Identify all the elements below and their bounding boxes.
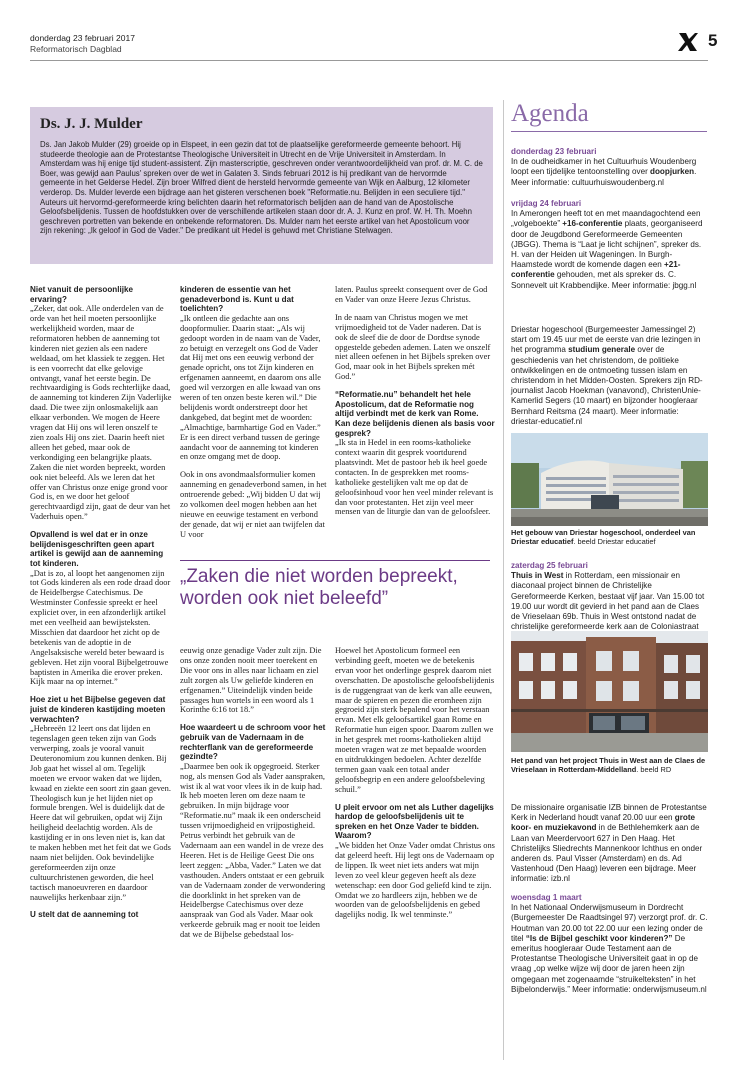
agenda-item [511,893,708,995]
interview-answer: „Ik sta in Hedel in een rooms-katholieke context waarin dit gesprek voortdurend plaatsvindt. Met de pastoor heb ik heel goede contacten. In de gesprekken met rooms-katholieke gestelijken valt me op dat de geloofsinhoud voor hen veel minder relevant is dan voor protestanten. Het zijn veel meer mensen van de liturgie dan van de geloofsleer. [335,438,494,517]
agenda-text-part: in Rotterdam, een missionair en diaconaal project binnen de Christelijke Gereformeerde Kerken, bestaat vijf jaar. Van 15.00 tot 19.00 uur wordt dit gevierd in het pand aan de Claes de Vrieselaan 69b. Thuis in West ontstond nadat de christelijke gereformeerde kerk aan de Coloniastraat [511,571,705,632]
agenda-divider [503,100,504,1060]
agenda-date: zaterdag 25 februari [511,561,588,570]
agenda-date: woensdag 1 maart [511,893,582,902]
agenda-highlight: doopjurken [650,167,695,177]
interview-answer: „We bidden het Onze Vader omdat Christus ons dat geleerd heeft. Hij legt ons de Vadernaam op de lippen. Ik weet niet iets anders wat mijn leven zo veel kleur gegeven heeft als deze wetenschap: een door God geliefd kind te zijn. Omdat we zo hardleers zijn, hebben we de woorden van de geloofsbelijdenis en gebed dagelijks nodig. Ik wel tenminste.” [335,840,495,920]
agenda-text-part: De emeritus hoogleraar Oude Testament aan de Protestantse Theologische Universiteit gaat in op de vraag „op welke wijze wij door de jaren heen zijn omgegaan met zogenaamde “struikelteksten” in het Bijbelonderwijs.” Meer informatie: onderwijsmuseum.nl [511,933,707,994]
driestar-building-photo [511,433,708,526]
bio-text: Ds. Jan Jakob Mulder (29) groeide op in Elspeet, in een gezin dat tot de plaatselijke gereformeerde gemeente behoort. Hij studeerde theologie aan de Protestantse Theologische Universiteit in Utrecht en de Vrije Universiteit in Amsterdam. In Amsterdam was hij enige tijd student-assistent. Zijn masterscriptie, geschreven onder verantwoordelijkheid van prof. dr. M. C. de Boer, was gewijd aan Paulus' spreken over de wet in Galaten 3. Sinds februari 2012 is hij predikant van de hervormde gemeente in het Gelderse Hedel. Zijn broer Wilfred dient de hersteld hervormde gemeente van Wijk en Aalburg, 12 kilometer verderop. Ds. Mulder leverde een bijdrage aan het gisteren verschenen boek "Reformatie.nu. Belijden in een seculiere tijd." Auteurs uit hervormd-gereformeerde kring belichten daarin het reformatorisch belijden aan de hand van de Apostolische Geloofsbelijdenis. Tussen de hoofdstukken over de verschillende artikelen staan door dr. A. J. Kunz en prof. W. H. Th. Moehn geschreven portretten van bekende en onbekende reformatoren. Ds. Mulder nam het eerste artikel van het Apostolicum voor zijn rekening: „Ik geloof in God de Vader." De predikant uit Hedel is gehuwd met Christiane Stelwagen. [40,140,483,236]
agenda-item [511,325,708,427]
agenda-text [511,325,708,427]
interview-answer: „Daarmee ben ook ik opgegroeid. Sterker nog, als mensen God als Vader aanspraken, wist ik al wat voor vlees ik in de kuip had. Ik heb moeten leren om deze naam te gebruiken. In mijn bijdrage voor “Reformatie.nu” maak ik een onderscheid tussen vrijmoedigheid en vrijpostigheid. Petrus verbindt het gebruik van de Vadernaam aan een wandel in de vreze des Heeren. Het is de Heilige Geest Die ons leert zeggen: „Abba, Vader.” Laten we dat vasthouden. Anders ontstaat er een gebruik van de Vadernaam zonder de verwondering die doorklinkt in het spreken van de Heidelbergse Catechismus over deze aanspraak van God als Vader. Maar ook verkeerde gebruik mag er nooit toe leiden dat we de Bijbelse gebedstaal los- [180,761,326,940]
interview-answer: eeuwig onze genadige Vader zult zijn. Die ons onze zonden nooit meer toerekent en Die voor ons in alles naar lichaam en ziel zult zorgen als Uw geliefde kinderen en erfgenamen.” Uiteindelijk vinden beide passages hun wortels in een woord als 1 Korinthe 6:16 tot 18.” [180,646,322,715]
interview-answer: „Ik ontleen die gedachte aan ons doopformulier. Daarin staat: „Als wij gedoopt worden in de naam van de Vader, zo betuigt en verzegelt ons God de Vader dat Hij met ons een eeuwig verbond der genade opricht, ons tot Zijn kinderen en erfgenamen aanneemt, en daarom ons alle goed wil verzorgen en alle kwaad van ons weren of ten onzen beste keren wil.” Die belijdenis wordt onderstreept door het dankgebed, dat begint met de woorden: „Almachtige, barmhartige God en Vader.” Er is een direct verband tussen de geringe aandacht voor de aanneming tot kinderen en onze omgang met de doop. [180,313,321,462]
agenda-text [511,209,708,291]
pull-quote-divider [180,560,490,561]
header-date: donderdag 23 februari 2017 [30,33,135,43]
header-paper-name: Reformatorisch Dagblad [30,44,122,54]
header-divider [30,60,708,61]
agenda-text-part: In het Nationaal Onderwijsmuseum in Dordrecht (Burgemeester De Raadtsingel 97) verzorgt prof. dr. C. Houtman van 20.00 tot 22.00 uur een lezing onder de titel [511,903,708,943]
agenda-date: donderdag 23 februari [511,147,597,156]
agenda-highlight: +21-conferentie [511,260,681,280]
interview-question: Hoe ziet u het Bijbelse gegeven dat juist de kinderen kastijding moeten verwachten? [30,695,166,724]
bio-box [30,107,493,264]
agenda-text [511,157,708,188]
interview-question: U pleit ervoor om net als Luther dagelijks hardop de geloofsbelijdenis uit te spreken en het Onze Vader te bidden. Waarom? [335,802,494,841]
page-number: 5 [708,31,718,50]
agenda-item [511,147,708,188]
thuis-photo-caption [511,756,708,774]
agenda-highlight: studium generale [568,345,636,355]
agenda-title-rule [511,131,707,132]
agenda-text-part: In de oudheidkamer in het Cultuurhuis Woudenberg loopt een tijdelijke tentoonstelling over [511,157,697,177]
agenda-text-part: In Amerongen heeft tot en met maandagochtend een „volgeboekte” [511,209,701,229]
article-column-3-bottom [335,646,495,1060]
interview-answer: In de naam van Christus mogen we met vrijmoedigheid tot de Vader naderen. Dat is ook de sleef die de door de Dordtse synode opgestelde gebeden ademen. Laten we onszelf niet alleen oefenen in het Bijbels spreken over God, maar ook in het Bijbels spreken mét God.” [335,312,491,382]
rd-logo-icon [677,32,699,52]
bio-title: Ds. J. J. Mulder [40,116,143,132]
interview-answer: „Dat is zo, al loopt het aangenomen zijn tot Gods kinderen als een rode draad door de Heidelbergse Catechismus. De Westminster Confessie spreekt er heel expliciet over, in een afzonderlijk artikel met een veelheid aan bewijsteksten. Misschien dat daardoor het zicht op de betekenis van de adoptie in de Angelsaksische wereld beter bewaard is gebleven. Het zijn vooral Bijbelgetrouwe baptisten in Amerika die erover preken. Kijk maar na op internet.” [30,568,171,687]
thuis-caption-text: Het pand van het project Thuis in West aan de Claes de Vrieselaan in Rotterdam-Middelland [511,756,706,774]
driestar-photo-caption [511,528,708,546]
interview-answer: „Zeker, dat ook. Alle onderdelen van de orde van het heil moeten persoonlijke werkelijkheid worden, maar de reformatoren hebben de aanneming tot kinderen niet gezien als een nadere weldaad, om het klassiek te zeggen. Het is een voorrecht dat elke gelovige ontvangt, vanaf het eerste begin. De rechtvaardiging is Gods rechterlijke daad, de aanneming tot kinderen Zijn Vaderlijke daad. Die twee zijn onlosmakelijk aan elkaar verbonden. We mogen de Heere vragen dat Hij ons wil leren onszelf te zien zoals Hij ons ziet. Daarin heeft niet alleen het gebed, maar ook de verkondiging een belangrijke plaats. Zaken die niet worden bepreekt, worden ook niet beleefd. Als we leren dat het offer van Christus onze enige grond voor God is, en we door het geloof gerechtvaardigd zijn, gaat de deur van het Vaderhuis open.” [30,304,172,522]
agenda-text-part: De missionaire organisatie IZB binnen de Protestantse Kerk in Nederland houdt vanaf 20.00 uur een [511,803,707,823]
agenda-item [511,803,708,885]
agenda-date: vrijdag 24 februari [511,199,582,208]
driestar-caption-text: Het gebouw van Driestar hogeschool, onderdeel van Driestar educatief [511,528,696,546]
driestar-caption-credit: . beeld Driestar educatief [573,537,656,546]
agenda-highlight: “Is de Bijbel geschikt voor kinderen?” [525,933,673,943]
interview-question: Hoe waardeert u de schroom voor het gebruik van de Vadernaam in de rechterflank van de gereformeerde gezindte? [180,723,326,762]
agenda-text [511,803,708,885]
interview-question: kinderen de essentie van het genadeverbond is. Kunt u dat toelichten? [180,285,294,314]
pull-quote: „Zaken die niet worden bepreekt, worden ook niet beleefd” [180,566,458,609]
thuis-caption-credit: . beeld RD [636,765,672,774]
thuis-in-west-photo [511,631,708,752]
agenda-text-part: in de Bethlehemkerk aan de Laan van Meerdervoort 627 in Den Haag. Het Christelijks Sliedrechts Mannenkoor Ichthus en onder anderen ds. Paul Visser (Amsterdam) en ds. Ad Vastenhoud (Den Haag) leveren een bijdrage. Meer informatie: izb.nl [511,823,703,884]
agenda-text [511,903,708,995]
agenda-text-part: gehouden, met als spreker ds. C. Sonnevelt uit Krabbendijke. Meer informatie: jbgg.nl [511,270,697,290]
agenda-highlight: grote koor- en muziekavond [511,813,696,833]
agenda-item [511,199,708,291]
interview-answer: Ook in ons avondmaalsformulier komen aanneming en genadeverbond samen, in het ontroerende gebed: „Wij bidden U dat wij zo volkomen deel mogen hebben aan het nieuwe en eeuwige testament en verbond der genade, dat wij er niet aan twijfelen dat U voor [180,470,327,539]
agenda-highlight: Thuis in West [511,571,564,581]
interview-answer: „Hebreeën 12 leert ons dat lijden en tegenslagen geen teken zijn van Gods verwerping, zoals je vooral vanuit Deuteronomium zou kunnen denken. Bij Job gaat het wissel al om. Tegelijk moeten we ervoor waken dat we lijden, kwaad en ziekte een soort zin gaan geven. Theologisch kun je het lijden niet op formule brengen. Wel is duidelijk dat de Heere dat wil gebruiken, opdat wij Zijn heiligheid deelachtig worden. Als de kastijding er in ons leven niet is, kan dat te maken hebben met het feit dat we Gods naam niet belijden. Ook bevindelijke gereformeerden zijn onze cultuurchristenen geworden, die heel tactisch manoeuvreren en daardoor nauwelijks herkenbaar zijn.” [30,724,171,902]
agenda-text-part: Driestar hogeschool (Burgemeester Jamessingel 2) start om 19.45 uur met de eerste van drie lezingen in het programma [511,325,701,355]
article-column-2-bottom [180,646,327,1060]
article-column-3-top [335,285,495,554]
agenda-text-part: plaats, georganiseerd door de Jeugdbond Gereformeerde Gemeenten (JBGG). Thema is “Laat je licht schijnen”, spreker ds. H. van der Heiden uit Wageningen. In Burgh-Haamstede wordt de komende dagen een [511,219,703,270]
interview-question: “Reformatie.nu” behandelt het hele Apostolicum, dat de Reformatie nog altijd verbindt met de kerk van Rome. Kan deze belijdenis dienen als basis voor gesprek? [335,390,495,438]
agenda-highlight: +16-conferentie [562,219,623,229]
interview-question: Niet vanuit de persoonlijke ervaring? [30,285,133,304]
agenda-text-part: . Meer informatie: cultuurhuiswoudenberg.nl [511,167,697,187]
article-column-1 [30,285,172,1060]
agenda-text-part: over de geschiedenis van het christendom, de politieke ontwikkelingen en de ontmoeting tussen islam en christendom in het Midden-Oosten. Sprekers zijn RD-journalist Jacob Hoekman (vanavond), ChristenUnie-Kamerlid Segers (10 maart) en bijzonder hoogleraar Bernhard Reitsma (24 maart). Meer informatie: driestar-educatief.nl [511,345,703,426]
interview-answer: Hoewel het Apostolicum formeel een verbinding geeft, moeten we de betekenis ervan voor het onderlinge gesprek daarom niet overschatten. De apostolische geloofsbelijdenis is de ruggengraat van de kerk van alle eeuwen, maar de spieren en pezen die eromheen zijn gegroeid zijn sterk bepalend voor het verstaan ervan. Met elk geloofsartikel gaan Rome en Reformatie hun eigen spoor. Daarom zullen we in het gesprek met rooms-katholieken altijd moeten vragen wat ze met bepaalde woorden en uitdrukkingen bedoelen. Achter dezelfde termen gaan vaak een totaal ander geloofsbegrip en een andere geloofsbeleving schuil.” [335,646,495,794]
interview-question: Opvallend is wel dat er in onze belijdenisgeschriften geen apart artikel is gewijd aan de aanneming tot kinderen. [30,530,164,568]
interview-answer: laten. Paulus spreekt consequent over de God en Vader van onze Heere Jezus Christus. [335,285,488,304]
agenda-title: Agenda [511,100,589,127]
article-column-2-top [180,285,327,554]
interview-question: U stelt dat de aanneming tot [30,910,139,920]
